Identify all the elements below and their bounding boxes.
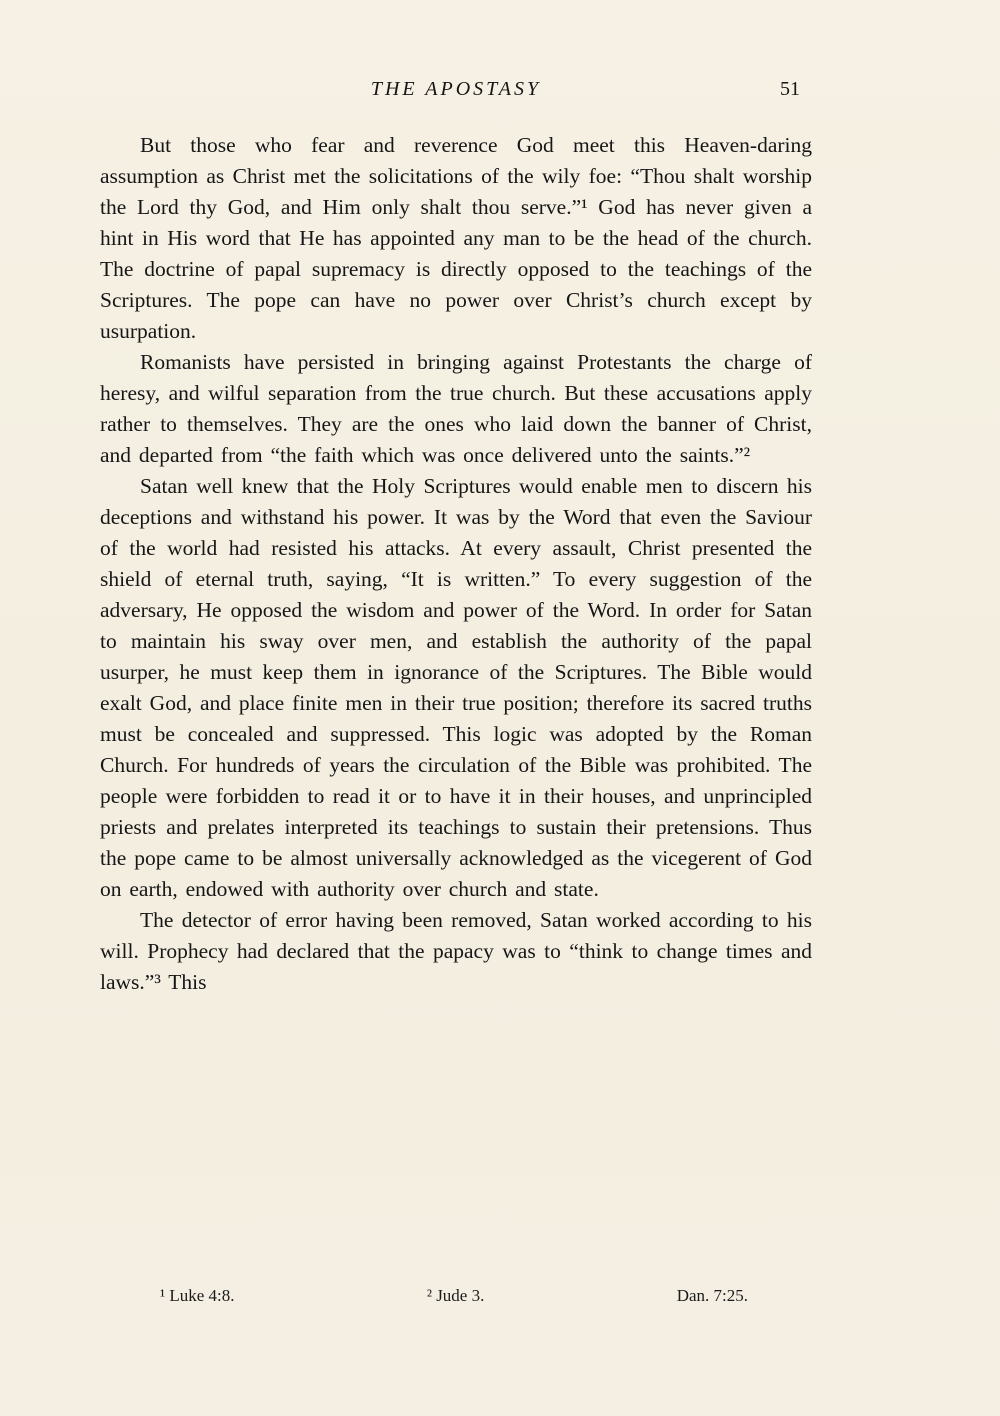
footnote-3: Dan. 7:25. — [676, 1286, 748, 1305]
paragraph-4: The detector of error having been removed, Satan worked according to his will. Prophecy had declared that the papacy was to “think to change times and laws.”³ This — [100, 908, 812, 994]
page-number: 51 — [780, 78, 800, 100]
footnote-1: ¹ Luke 4:8. — [160, 1286, 235, 1305]
paragraph-2: Romanists have persisted in bringing against Protestants the charge of heresy, and wilful separation from the true church. But these accusations apply rather to themselves. They are the ones who laid down the banner of Christ, and departed from “the faith which was once delivered unto the saints.”² — [100, 350, 812, 467]
paragraph-1: But those who fear and reverence God meet this Heaven-daring assumption as Christ met the solicitations of the wily foe: “Thou shalt worship the Lord thy God, and Him only shalt thou serve.”¹ God has never given a hint in His word that He has appointed any man to be the head of the church. The doctrine of papal supremacy is directly opposed to the teachings of the Scriptures. The pope can have no power over Christ’s church except by usurpation. — [100, 133, 812, 343]
text-block — [100, 78, 812, 998]
paragraph-3: Satan well knew that the Holy Scriptures would enable men to discern his deceptions and withstand his power. It was by the Word that even the Saviour of the world had resisted his attacks. At every assault, Christ presented the shield of eternal truth, saying, “It is written.” To every suggestion of the adversary, He opposed the wisdom and power of the Word. In order for Satan to maintain his sway over men, and establish the authority of the papal usurper, he must keep them in ignorance of the Scriptures. The Bible would exalt God, and place finite men in their true position; therefore its sacred truths must be concealed and suppressed. This logic was adopted by the Roman Church. For hundreds of years the circulation of the Bible was prohibited. The people were forbidden to read it or to have it in their houses, and unprincipled priests and prelates interpreted its teachings to sustain their pretensions. Thus the pope came to be almost universally acknowledged as the vicegerent of God on earth, endowed with authority over church and state. — [100, 474, 812, 901]
running-title: THE APOSTASY — [370, 78, 542, 100]
footnote-2: ² Jude 3. — [426, 1286, 485, 1305]
running-header — [100, 78, 812, 112]
body-text — [100, 130, 812, 998]
footnotes — [100, 1286, 812, 1306]
